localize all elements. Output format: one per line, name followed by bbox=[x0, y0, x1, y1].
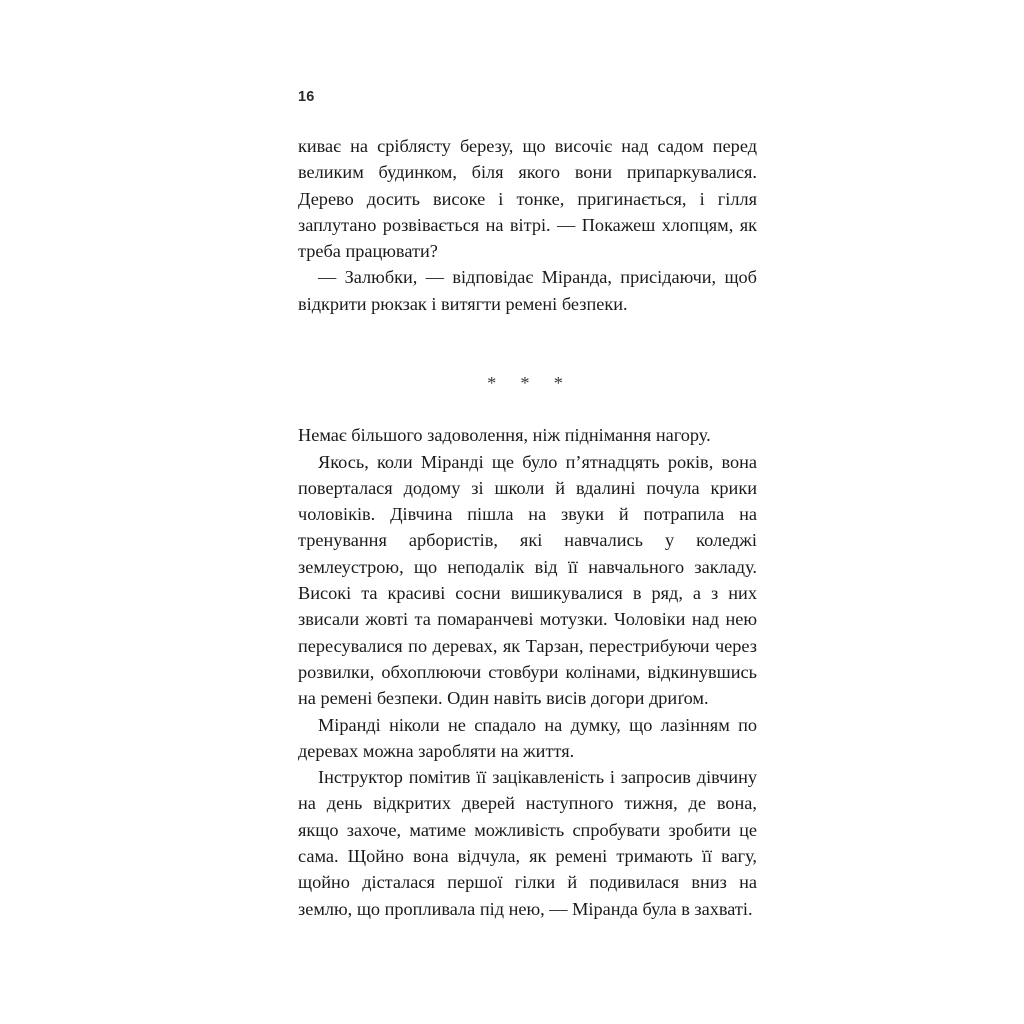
paragraph: Якось, коли Міранді ще було п’ятнадцять років, вона поверталася додому зі школи й вдалині почула крики чоловіків. Дівчина пішла на звуки й потрапила на тренування арбористів, які навчались у коледжі землеустрою, що неподалік від її навчального закладу. Високі та красиві сосни вишикувалися в ряд, а з них звисали жовті та помаранчеві мотузки. Чоловіки над нею пересувалися по деревах, як Тарзан, перестрибуючи через розвилки, обхоплюючи стовбури колінами, відкинувшись на ремені безпеки. Один навіть висів догори дриґом. bbox=[298, 451, 757, 709]
paragraph: Інструктор помітив її зацікавленість і запросив дівчину на день відкритих дверей наступного тижня, де вона, якщо захоче, матиме можливість спробувати зробити це сама. Щойно вона відчула, як ремені тримають її вагу, щойно дісталася першої гілки й подивилася вниз на землю, що пропливала під нею, — Міранда була в захваті. bbox=[298, 767, 757, 919]
body-text-column bbox=[298, 133, 757, 922]
section-gap bbox=[298, 396, 757, 422]
paragraph: — Залюбки, — відповідає Міранда, присідаючи, щоб відкрити рюкзак і витягти ремені безпеки. bbox=[298, 267, 757, 314]
paragraph: Міранді ніколи не спадало на думку, що лазінням по деревах можна заробляти на життя. bbox=[298, 714, 757, 761]
scene-break-divider: * * * bbox=[487, 372, 568, 393]
paragraph: киває на сріблясту березу, що височіє над садом перед великим будинком, біля якого вони припаркувалися. Дерево досить високе і тонке, пригинається, і гілля заплутано розвівається на вітрі. — Покажеш хлопцям, як треба працювати? bbox=[298, 136, 757, 262]
paragraph: Немає більшого задоволення, ніж піднімання нагору. bbox=[298, 425, 711, 446]
section-gap bbox=[298, 317, 757, 370]
page-number: 16 bbox=[298, 89, 315, 105]
